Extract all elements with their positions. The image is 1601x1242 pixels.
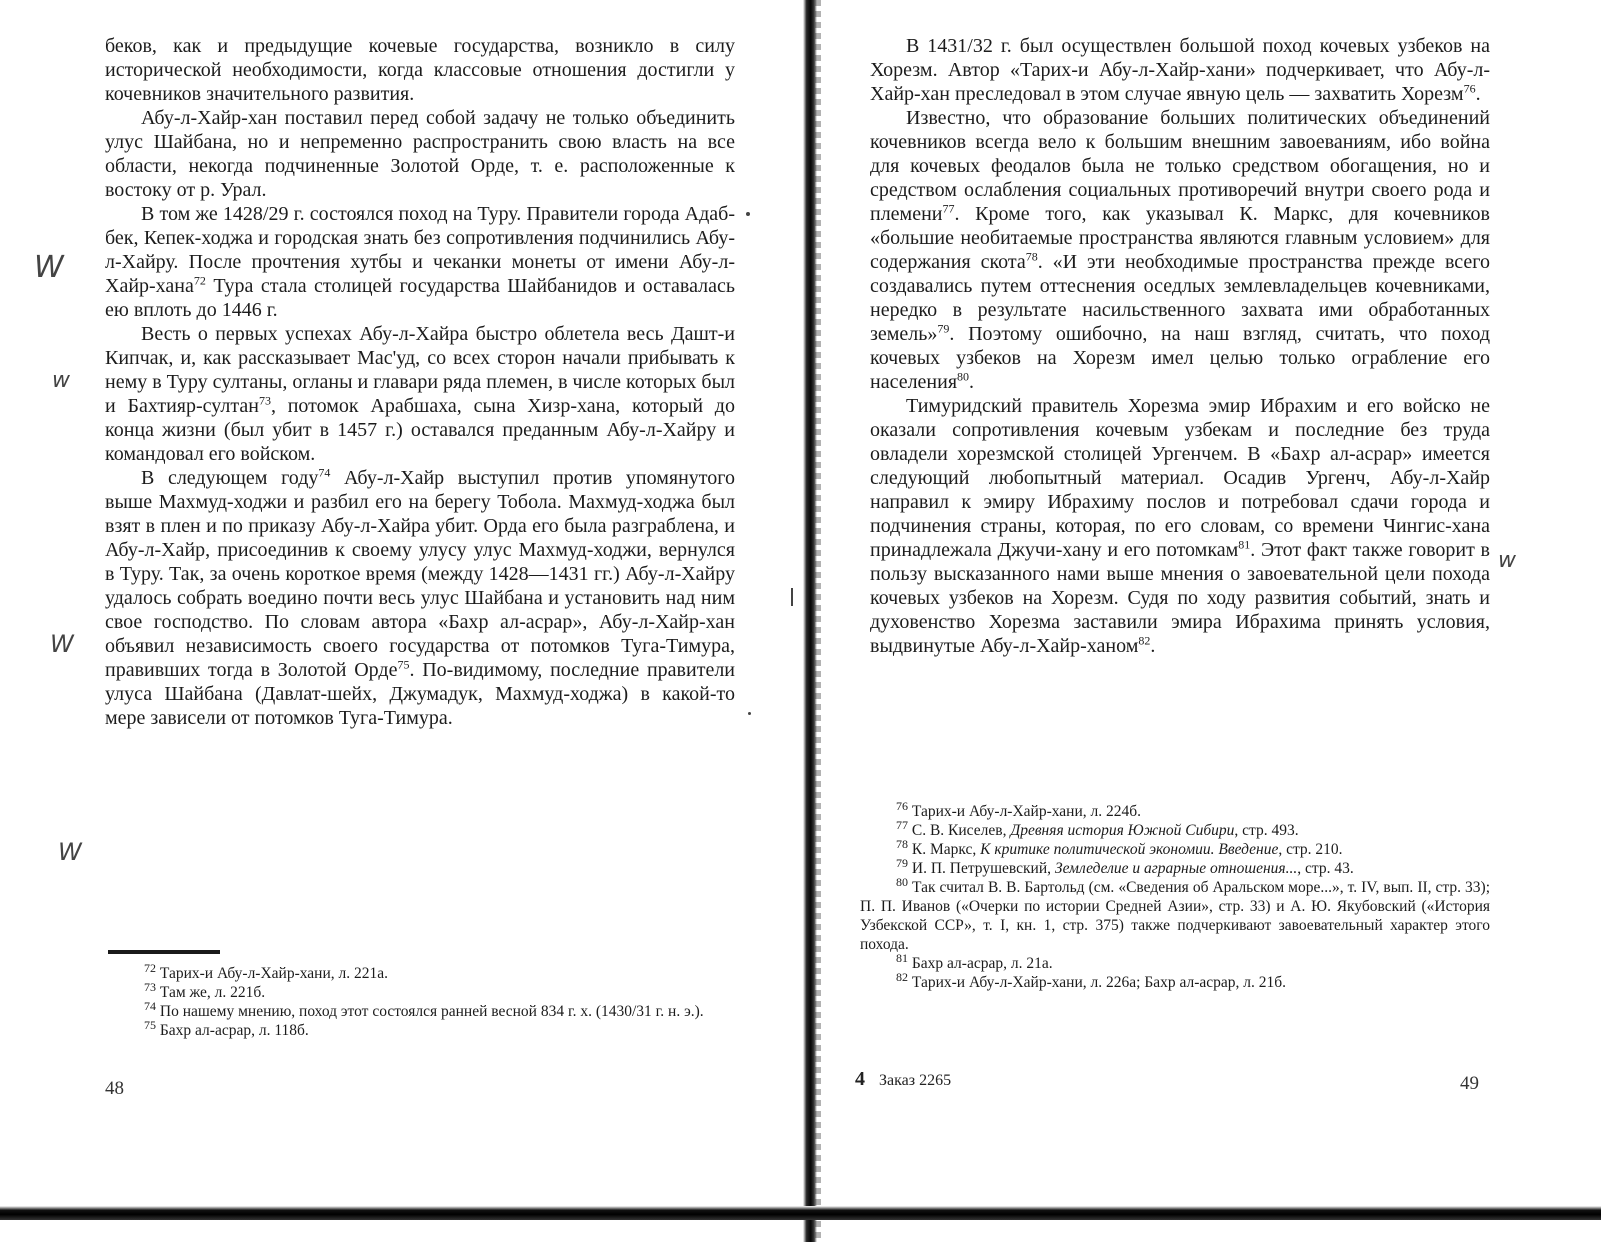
footnote-ref: 80 bbox=[957, 369, 970, 384]
scan-speck bbox=[748, 712, 751, 715]
margin-mark: w bbox=[1498, 548, 1516, 573]
scan-bottom-edge bbox=[0, 1206, 1601, 1220]
footnote-ref: 77 bbox=[942, 201, 955, 216]
margin-mark: W bbox=[58, 838, 82, 866]
footnote-ref: 78 bbox=[1025, 249, 1038, 264]
footnote-ref: 75 bbox=[397, 657, 410, 672]
left-paragraph-4: Весть о первых успехах Абу-л-Хайра быстро облетела весь Дашт-и Кипчак, и, как рассказывает Мас'уд, со всех сторон начали прибывать к нему в Туру султаны, огланы и главари ряда племен, в числе которых был и Бахтияр-султан$^{73}$, потомок Арабшаха, сына Хизр-хана, который до конца жизни (был убит в 1457 г.) оставался преданным Абу-л-Хайру и командовал его войском. bbox=[105, 323, 735, 465]
footnote: $^{73}$ Там же, л. 221б. bbox=[144, 979, 266, 1001]
right-paragraph-2: Известно, что образование больших политических объединений кочевников всегда вело к большим внешним завоеваниям, ибо война для кочевых феодалов была не только средством обогащения, но и средством ослабления социальных противоречий внутри своего рода и племени$^{77}$. Кроме того, как указывал К. Маркс, для кочевников «большие необитаемые пространства являются главным условием» для содержания скота$^{78}$. «И эти необходимые пространства прежде всего создавались путем оттеснения оседлых землевладельцев кочевниками, нередко в результате насильственного захвата ими обработанных земель»$^{79}$. Поэтому ошибочно, на наш взгляд, считать, что поход кочевых узбеков на Хорезм имел целью только ограбление его населения$^{80}$. bbox=[870, 107, 1490, 393]
left-footnotes bbox=[108, 960, 736, 1040]
footnote: $^{78}$ К. Маркс, К критике политической экономии. Введение, стр. 210. bbox=[896, 836, 1343, 858]
footnote-ref: 73 bbox=[258, 393, 271, 408]
footnote: $^{79}$ И. П. Петрушевский, Земледелие и аграрные отношения..., стр. 43. bbox=[896, 855, 1354, 877]
signature-number: 4 bbox=[855, 1068, 865, 1090]
footnote: $^{75}$ Бахр ал-асрар, л. 118б. bbox=[144, 1017, 309, 1039]
right-page-body bbox=[870, 34, 1490, 658]
left-paragraph-3: В том же 1428/29 г. состоялся поход на Туру. Правители города Адаб-бек, Кепек-ходжа и городская знать без сопротивления подчинились Абу-л-Хайру. После прочтения хутбы и чеканки монеты от имени Абу-л-Хайр-хана$^{72}$ Тура стала столицей государства Шайбанидов и оставалась ею вплоть до 1446 г. bbox=[105, 203, 735, 321]
right-paragraph-3: Тимуридский правитель Хорезма эмир Ибрахим и его войско не оказали сопротивления кочевым узбекам и последние без труда овладели хорезмской столицей Ургенчем. В «Бахр ал-асрар» имеется следующий любопытный материал. Осадив Ургенч, Абу-л-Хайр направил к эмиру Ибрахиму послов и потребовал сдачи города и подчинения страны, которая, по его словам, со времени Чингис-хана принадлежала Джучи-хану и его потомкам$^{81}$. Этот факт также говорит в пользу высказанного нами выше мнения о завоевательной цели похода кочевых узбеков на Хорезм. Судя по ходу развития событий, знать и духовенство Хорезма заставили эмира Ибрахима принять условия, выдвинутые Абу-л-Хайр-ханом$^{82}$. bbox=[870, 395, 1491, 657]
footnote-ref: 76 bbox=[1463, 81, 1476, 96]
page-number-left: 48 bbox=[105, 1078, 124, 1099]
margin-mark: W bbox=[50, 630, 74, 658]
footnote: $^{77}$ С. В. Киселев, Древняя история Южной Сибири, стр. 493. bbox=[896, 817, 1299, 839]
scan-speck bbox=[746, 212, 750, 216]
signature-text: Заказ 2265 bbox=[879, 1072, 952, 1089]
scan-speck bbox=[791, 588, 793, 606]
page-number-right: 49 bbox=[1460, 1073, 1479, 1094]
left-page bbox=[0, 0, 800, 1242]
printer-signature bbox=[855, 1068, 951, 1091]
left-page-body bbox=[105, 34, 735, 730]
margin-mark: W bbox=[34, 250, 64, 285]
right-paragraph-1: В 1431/32 г. был осуществлен большой поход кочевых узбеков на Хорезм. Автор «Тарих-и Абу-л-Хайр-хани» подчеркивает, что Абу-л-Хайр-хан преследовал в этом случае явную цель — захватить Хорезм$^{76}$. bbox=[870, 35, 1490, 105]
footnote-separator bbox=[108, 950, 220, 954]
left-paragraph-5: В следующем году$^{74}$ Абу-л-Хайр выступил против упомянутого выше Махмуд-ходжи и разбил его на берегу Тобола. Махмуд-ходжа был взят в плен и по приказу Абу-л-Хайра убит. Орда его была разграблена, и Абу-л-Хайр, присоединив к своему улусу улус Махмуд-ходжи, вернулся в Туру. Так, за очень короткое время (между 1428—1431 гг.) Абу-л-Хайру удалось собрать воедино почти весь улус Шайбана и установить над ним свое господство. По словам автора «Бахр ал-асрар», Абу-л-Хайр-хан объявил независимость своего государства от потомков Туга-Тимура, правивших тогда в Золотой Орде$^{75}$. По-видимому, последние правители улуса Шайбана (Давлат-шейх, Джумадук, Махмуд-ходжа) в какой-то мере зависели от потомков Туга-Тимура. bbox=[105, 465, 736, 729]
footnote-ref: 72 bbox=[193, 273, 206, 288]
right-footnotes bbox=[860, 798, 1490, 992]
footnote-ref: 82 bbox=[1138, 633, 1151, 648]
footnote: $^{72}$ Тарих-и Абу-л-Хайр-хани, л. 221а. bbox=[144, 960, 389, 982]
right-page bbox=[810, 0, 1601, 1242]
footnote-ref: 79 bbox=[937, 321, 950, 336]
margin-mark: w bbox=[52, 368, 70, 393]
footnote: $^{81}$ Бахр ал-асрар, л. 21а. bbox=[896, 950, 1053, 972]
footnote: $^{80}$ Так считал В. В. Бартольд (см. «Сведения об Аральском море...», т. IV, вып. II, стр. 33); П. П. Иванов («Очерки по истории Средней Азии», стр. 33) и А. Ю. Якубовский («История Узбекской ССР», т. I, кн. 1, стр. 375) также подчеркивают завоевательный характер этого похода. bbox=[860, 874, 1490, 953]
footnote-ref: 74 bbox=[318, 465, 331, 480]
footnote-ref: 81 bbox=[1238, 537, 1251, 552]
left-paragraph-2: Абу-л-Хайр-хан поставил перед собой задачу не только объединить улус Шайбана, но и непременно распространить свою власть на все области, некогда подчиненные Золотой Орде, т. е. расположенные к востоку от р. Урал. bbox=[105, 107, 735, 201]
footnote: $^{74}$ По нашему мнению, поход этот состоялся ранней весной 834 г. х. (1430/31 г. н. э.). bbox=[144, 998, 704, 1020]
footnote: $^{82}$ Тарих-и Абу-л-Хайр-хани, л. 226а; Бахр ал-асрар, л. 21б. bbox=[896, 969, 1287, 991]
left-paragraph-1: беков, как и предыдущие кочевые государства, возникло в силу исторической необходимости, когда классовые отношения достигли у кочевников значительного развития. bbox=[105, 35, 735, 105]
footnote: $^{76}$ Тарих-и Абу-л-Хайр-хани, л. 224б. bbox=[896, 798, 1142, 820]
